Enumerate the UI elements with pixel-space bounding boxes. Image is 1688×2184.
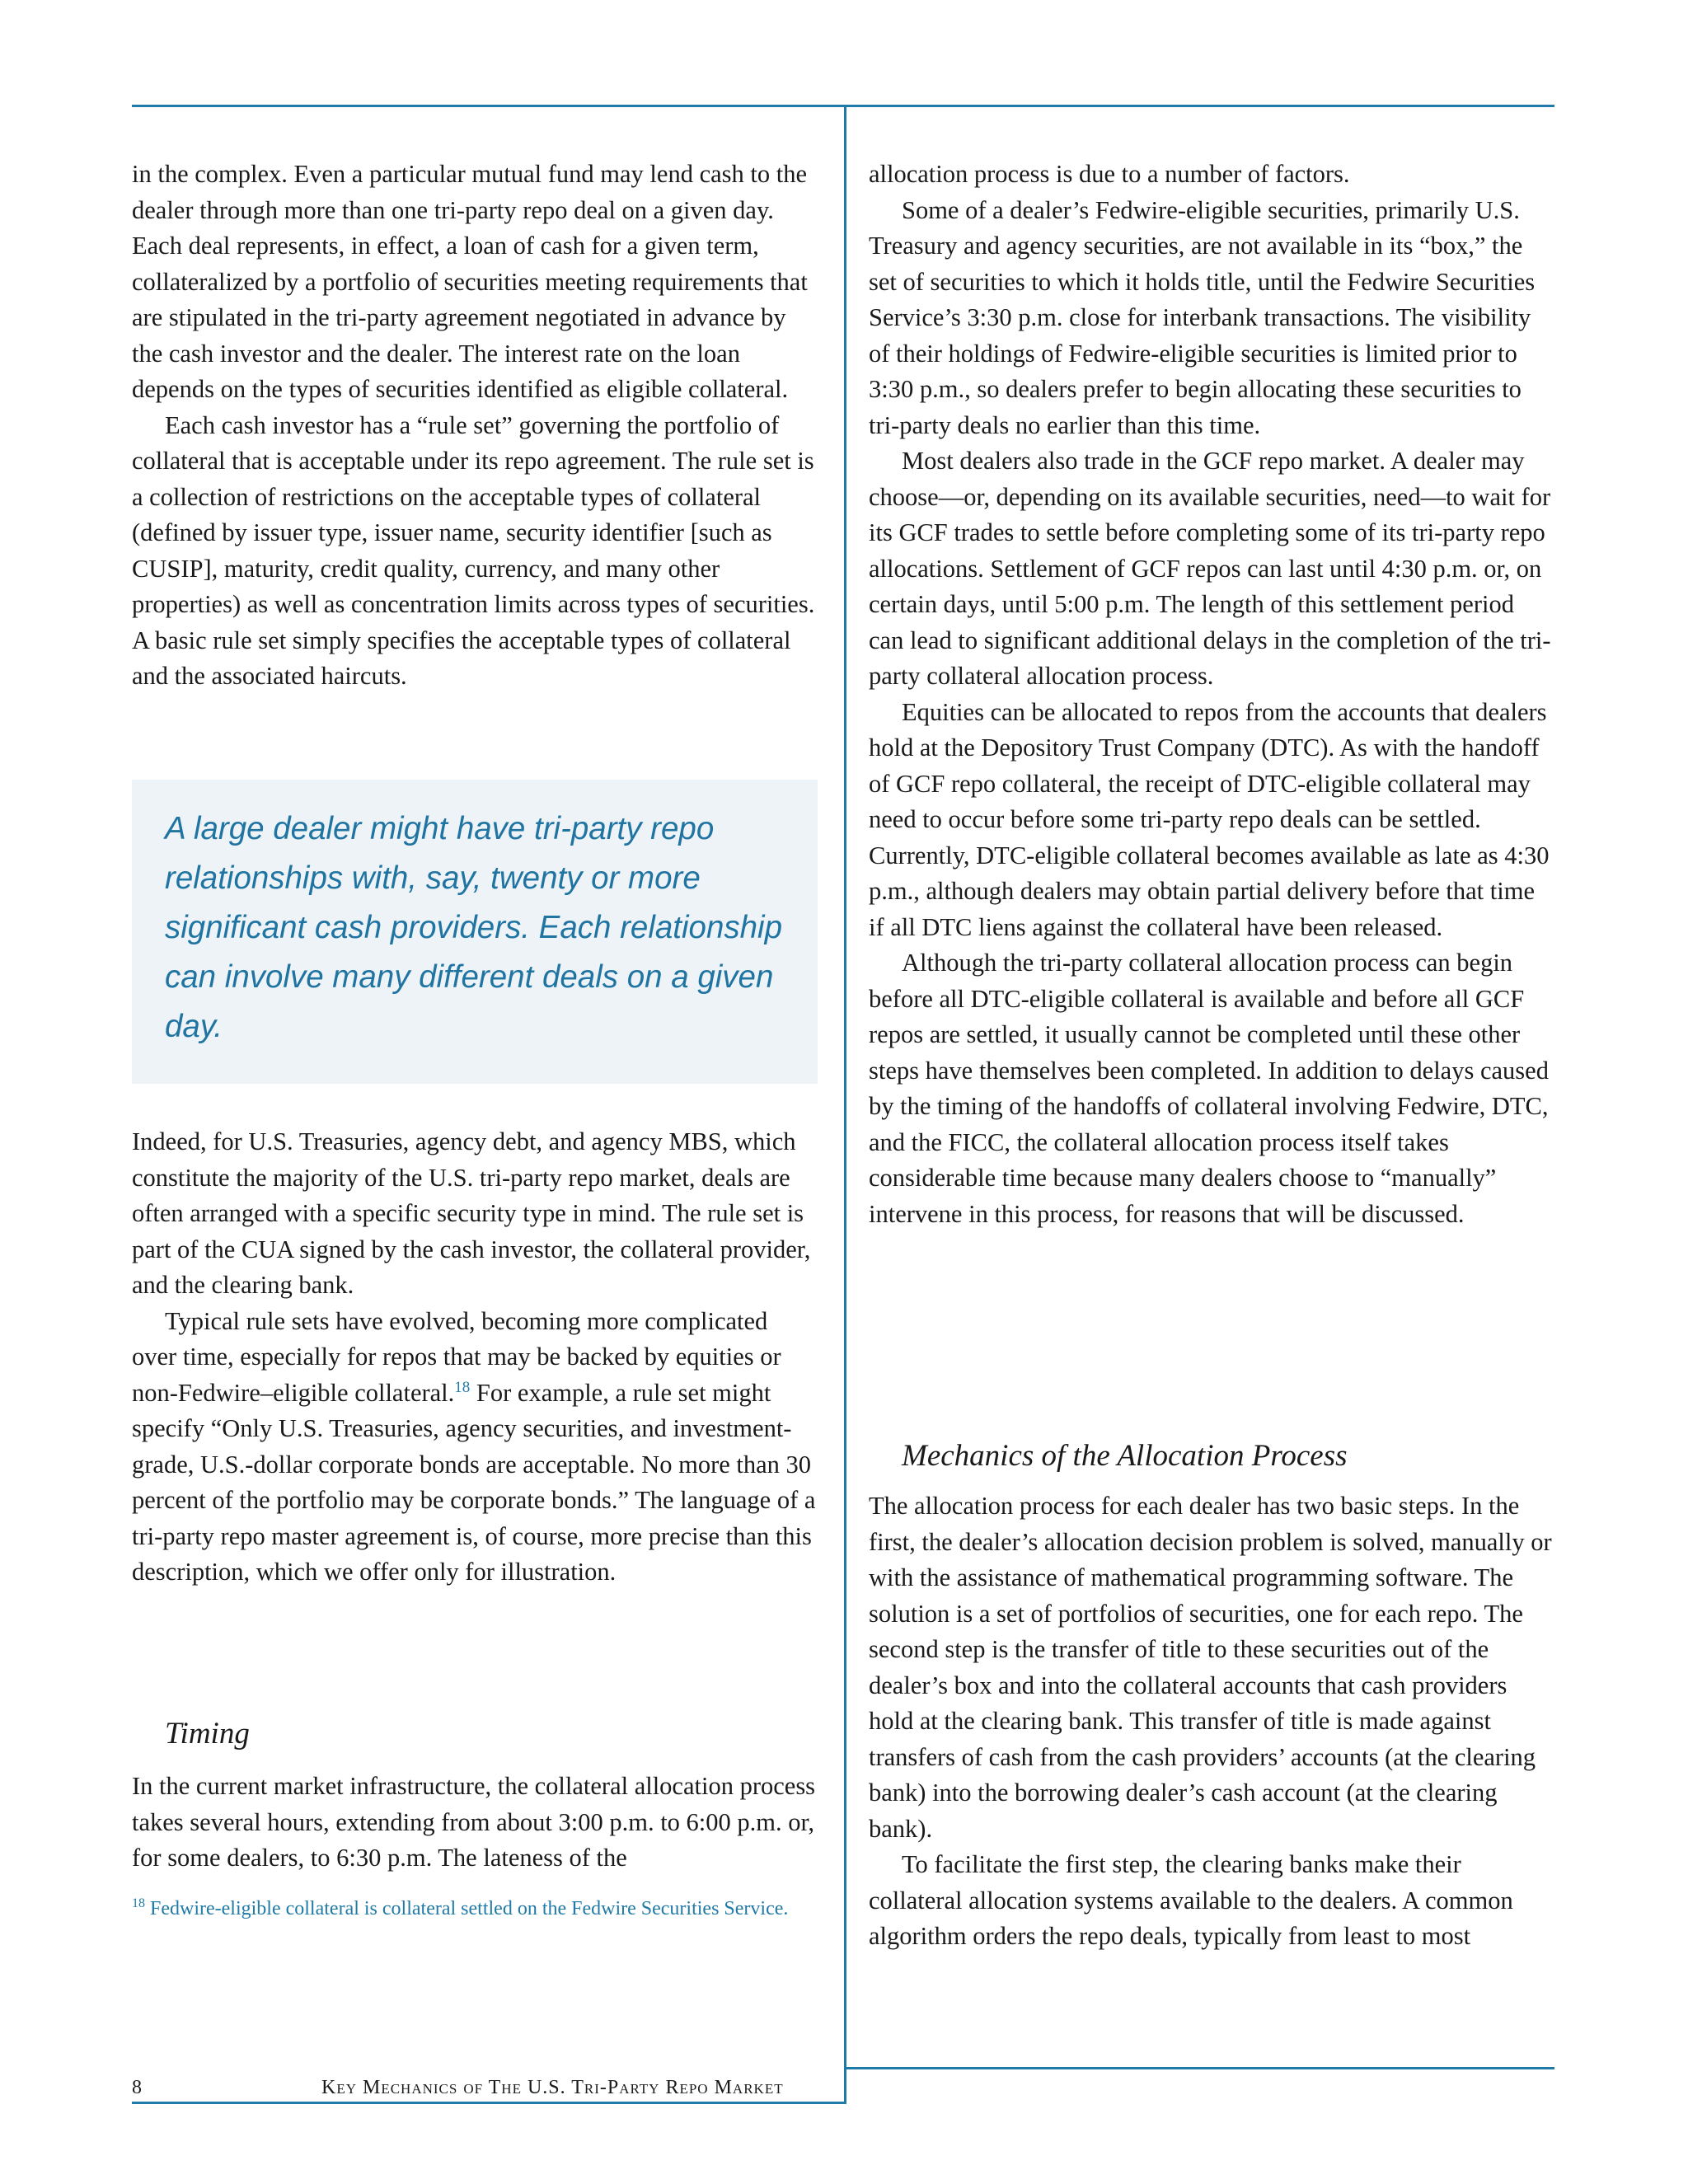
paragraph-text: For example, a rule set might specify “Only U.S. Treasuries, agency securities, and investment-grade, U.S.-dollar corporate bonds are acceptable. No more than 30 percent of the portfolio may be corporate bonds.” The language of a tri-party repo master agreement is, of course, more precise than this description, which we offer only for illustration. <box>132 1378 816 1586</box>
paragraph: Each cash investor has a “rule set” governing the portfolio of collateral that is acceptable under its repo agreement. The rule set is a collection of restrictions on the acceptable types of collateral (defined by issuer type, issuer name, security identifier [such as CUSIP], maturity, credit quality, currency, and many other properties) as well as concentration limits across types of securities. A basic rule set simply specifies the acceptable types of collateral and the associated haircuts. <box>132 410 815 690</box>
page-number: 8 <box>132 2077 142 2098</box>
left-column-bottom <box>132 1769 818 1877</box>
footnote <box>132 1896 791 1923</box>
paragraph: Most dealers also trade in the GCF repo market. A dealer may choose—or, depending on its available securities, need—to wait for its GCF trades to settle before completing some of its tri-party repo allocations. Settlement of GCF repos can last until 4:30 p.m. or, on certain days, until 5:00 p.m. The length of this settlement period can lead to significant additional delays in the completion of the tri-party collateral allocation process. <box>869 447 1551 690</box>
column-divider <box>844 105 846 2104</box>
paragraph: Although the tri-party collateral allocation process can begin before all DTC-eligible collateral is available and before all GCF repos are settled, it usually cannot be completed until these other steps have themselves been completed. In addition to delays caused by the timing of the handoffs of collateral involving Fedwire, DTC, and the FICC, the collateral allocation process itself takes considerable time because many dealers choose to “manually” intervene in this process, for reasons that will be discussed. <box>869 949 1549 1228</box>
footnote-number: 18 <box>132 1896 145 1910</box>
pullquote-box <box>132 780 818 1084</box>
footnote-reference[interactable]: 18 <box>454 1378 471 1396</box>
paragraph: The allocation process for each dealer has two basic steps. In the first, the dealer’s allocation decision problem is solved, manually or with the assistance of mathematical programming software. The solution is a set of portfolios of securities, one for each repo. The second step is the transfer of title to these securities out of the dealer’s box and into the collateral accounts that cash providers hold at the clearing bank. This transfer of title is made against transfers of cash from the cash providers’ accounts (at the clearing bank) into the borrowing dealer’s cash account (at the clearing bank). <box>869 1492 1552 1843</box>
left-column-top <box>132 157 818 695</box>
paragraph: To facilitate the first step, the clearing banks make their collateral allocation systems available to the dealers. A common algorithm orders the repo deals, typically from least to most <box>869 1850 1513 1950</box>
right-column-top <box>869 157 1554 1232</box>
section-heading-timing: Timing <box>165 1717 250 1750</box>
paragraph-with-footnote-ref <box>132 1304 818 1591</box>
paragraph: Indeed, for U.S. Treasuries, agency debt, and agency MBS, which constitute the majority of the U.S. tri-party repo market, deals are often arranged with a specific security type in mind. The rule set is part of the CUA signed by the cash investor, the collateral provider, and the clearing bank. <box>132 1127 811 1299</box>
footnote-text: Fedwire-eligible collateral is collateral settled on the Fedwire Securities Service. <box>145 1898 789 1919</box>
paragraph: allocation process is due to a number of factors. <box>869 160 1350 188</box>
left-column-middle <box>132 1124 818 1591</box>
section-heading-mechanics: Mechanics of the Allocation Process <box>902 1439 1348 1473</box>
paragraph: In the current market infrastructure, the collateral allocation process takes several hours, extending from about 3:00 p.m. to 6:00 p.m. or, for some dealers, to 6:30 p.m. The lateness of the <box>132 1772 816 1872</box>
running-title: Key Mechanics of The U.S. Tri-Party Repo Market <box>321 2077 784 2098</box>
bottom-rule-left <box>132 2102 846 2104</box>
paragraph: in the complex. Even a particular mutual fund may lend cash to the dealer through more than one tri-party repo deal on a given day. Each deal represents, in effect, a loan of cash for a given term, collateralized by a portfolio of securities meeting requirements that are stipulated in the tri-party agreement negotiated in advance by the cash investor and the dealer. The interest rate on the loan depends on the types of securities identified as eligible collateral. <box>132 160 808 403</box>
bottom-rule-right <box>844 2067 1554 2069</box>
paragraph-text: Typical rule sets have evolved, becoming more complicated over time, especially for repos that may be backed by equities or non-Fedwire–eligible collateral. <box>132 1306 781 1407</box>
top-rule <box>132 105 1554 107</box>
right-column-bottom <box>869 1488 1554 1955</box>
pullquote-text: A large dealer might have tri-party repo relationships with, say, twenty or more significant cash providers. Each relationship can involve many different deals on a given day. <box>165 811 783 1044</box>
paragraph: Equities can be allocated to repos from the accounts that dealers hold at the Depository Trust Company (DTC). As with the handoff of GCF repo collateral, the receipt of DTC-eligible collateral may need to occur before some tri-party repo deals can be settled. Currently, DTC-eligible collateral becomes available as late as 4:30 p.m., although dealers may obtain partial delivery before that time if all DTC liens against the collateral have been released. <box>869 697 1550 941</box>
paragraph: Some of a dealer’s Fedwire-eligible securities, primarily U.S. Treasury and agency securities, are not available in its “box,” the set of securities to which it holds title, until the Fedwire Securities Service’s 3:30 p.m. close for interbank transactions. The visibility of their holdings of Fedwire-eligible securities is limited prior to 3:30 p.m., so dealers prefer to begin allocating these securities to tri-party deals no earlier than this time. <box>869 195 1536 439</box>
